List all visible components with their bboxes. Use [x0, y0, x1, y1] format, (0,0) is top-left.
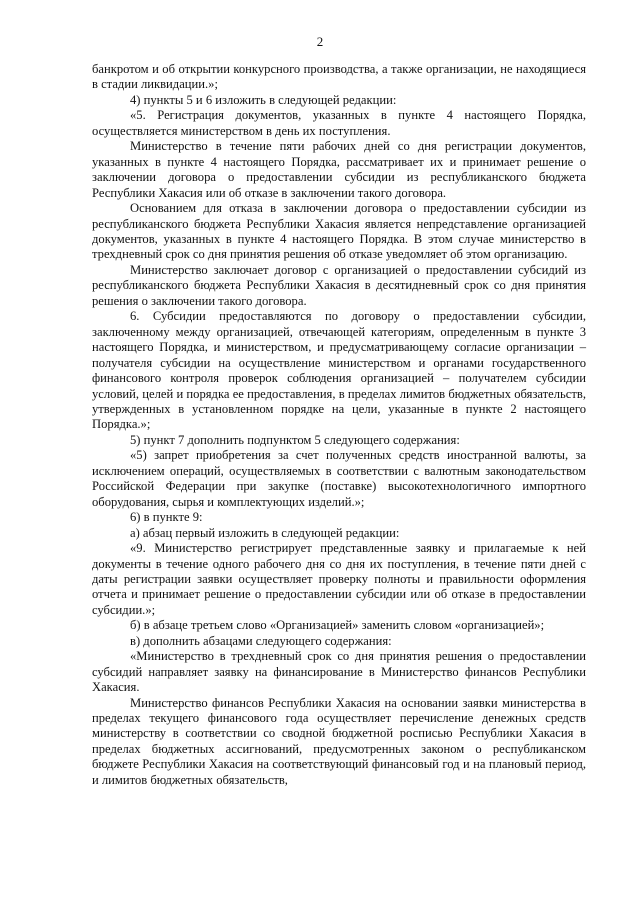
- paragraph: «Министерство в трехдневный срок со дня принятия решения о предоставлении субсидий направляет заявку на финансирование в Министерство финансов Республики Хакасия.: [92, 649, 586, 695]
- page-number: 2: [316, 34, 324, 49]
- paragraph-subitem-v: в) дополнить абзацами следующего содержания:: [130, 633, 392, 648]
- paragraph-item-5: 5) пункт 7 дополнить подпунктом 5 следующего содержания:: [130, 432, 460, 447]
- paragraph-subitem-a: а) абзац первый изложить в следующей редакции:: [130, 525, 400, 540]
- paragraph-subclause-5: «5) запрет приобретения за счет полученных средств иностранной валюты, за исключением операций, осуществляемых в соответствии с валютным законодательством Российской Федерации при закупке (поставке) высокотехнологичного импортного оборудования, сырья и комплектующих изделий.»;: [92, 448, 586, 509]
- paragraph: Министерство финансов Республики Хакасия на основании заявки министерства в пределах текущего финансового года осуществляет перечисление денежных средств министерству в соответствии со сводной бюджетной росписью Республики Хакасия в пределах бюджетных ассигнований, предусмотренных законом о республиканском бюджете Республики Хакасия на соответствующий финансовый год и на плановый период, и лимитов бюджетных обязательств,: [92, 695, 586, 787]
- paragraph-item-6: 6) в пункте 9:: [130, 510, 203, 525]
- paragraph-clause-5: «5. Регистрация документов, указанных в пункте 4 настоящего Порядка, осуществляется министерством в день их поступления.: [92, 108, 586, 138]
- paragraph: Основанием для отказа в заключении договора о предоставлении субсидии из республиканского бюджета Республики Хакасия является непредставление организацией документов, указанных в пункте 4 настоящего Порядка. В этом случае министерство в трехдневный срок со дня принятия решения об отказе уведомляет об этом организацию.: [92, 201, 586, 262]
- paragraph-subitem-b: б) в абзаце третьем слово «Организацией» заменить словом «организацией»;: [130, 618, 545, 633]
- paragraph: Министерство в течение пяти рабочих дней со дня регистрации документов, указанных в пункте 4 настоящего Порядка, рассматривает их и принимает решение о заключении договора о предоставлении субсидии из республиканского бюджета Республики Хакасия или об отказе в заключении такого договора.: [92, 139, 586, 200]
- paragraph-clause-9: «9. Министерство регистрирует представленные заявку и прилагаемые к ней документы в течение одного рабочего дня со дня их поступления, в течение пяти дней с даты регистрации заявки осуществляет проверку полноты и правильности оформления отчета и принимает решение о предоставлении субсидии или об отказе в предоставлении субсидии.»;: [92, 541, 586, 617]
- paragraph-item-4: 4) пункты 5 и 6 изложить в следующей редакции:: [130, 92, 397, 107]
- paragraph: Министерство заключает договор с организацией о предоставлении субсидий из республиканского бюджета Республики Хакасия в десятидневный срок со дня принятия решения о заключении такого договора.: [92, 262, 586, 308]
- paragraph-clause-6: 6. Субсидии предоставляются по договору о предоставлении субсидии, заключенному между организацией, отвечающей категориям, определенным в пункте 3 настоящего Порядка, и министерством, и предусматривающему согласие организации – получателя субсидии на осуществление министерством и органами государственного финансового контроля проверок соблюдения организацией – получателем субсидии условий, целей и порядка ее предоставления, в пределах лимитов бюджетных обязательств, утвержденных в установленном порядке на цели, указанные в пункте 2 настоящего Порядка.»;: [92, 309, 586, 432]
- document-body: [92, 62, 586, 788]
- paragraph-continuation: банкротом и об открытии конкурсного производства, а также организации, не находящиеся в стадии ликвидации.»;: [92, 62, 586, 92]
